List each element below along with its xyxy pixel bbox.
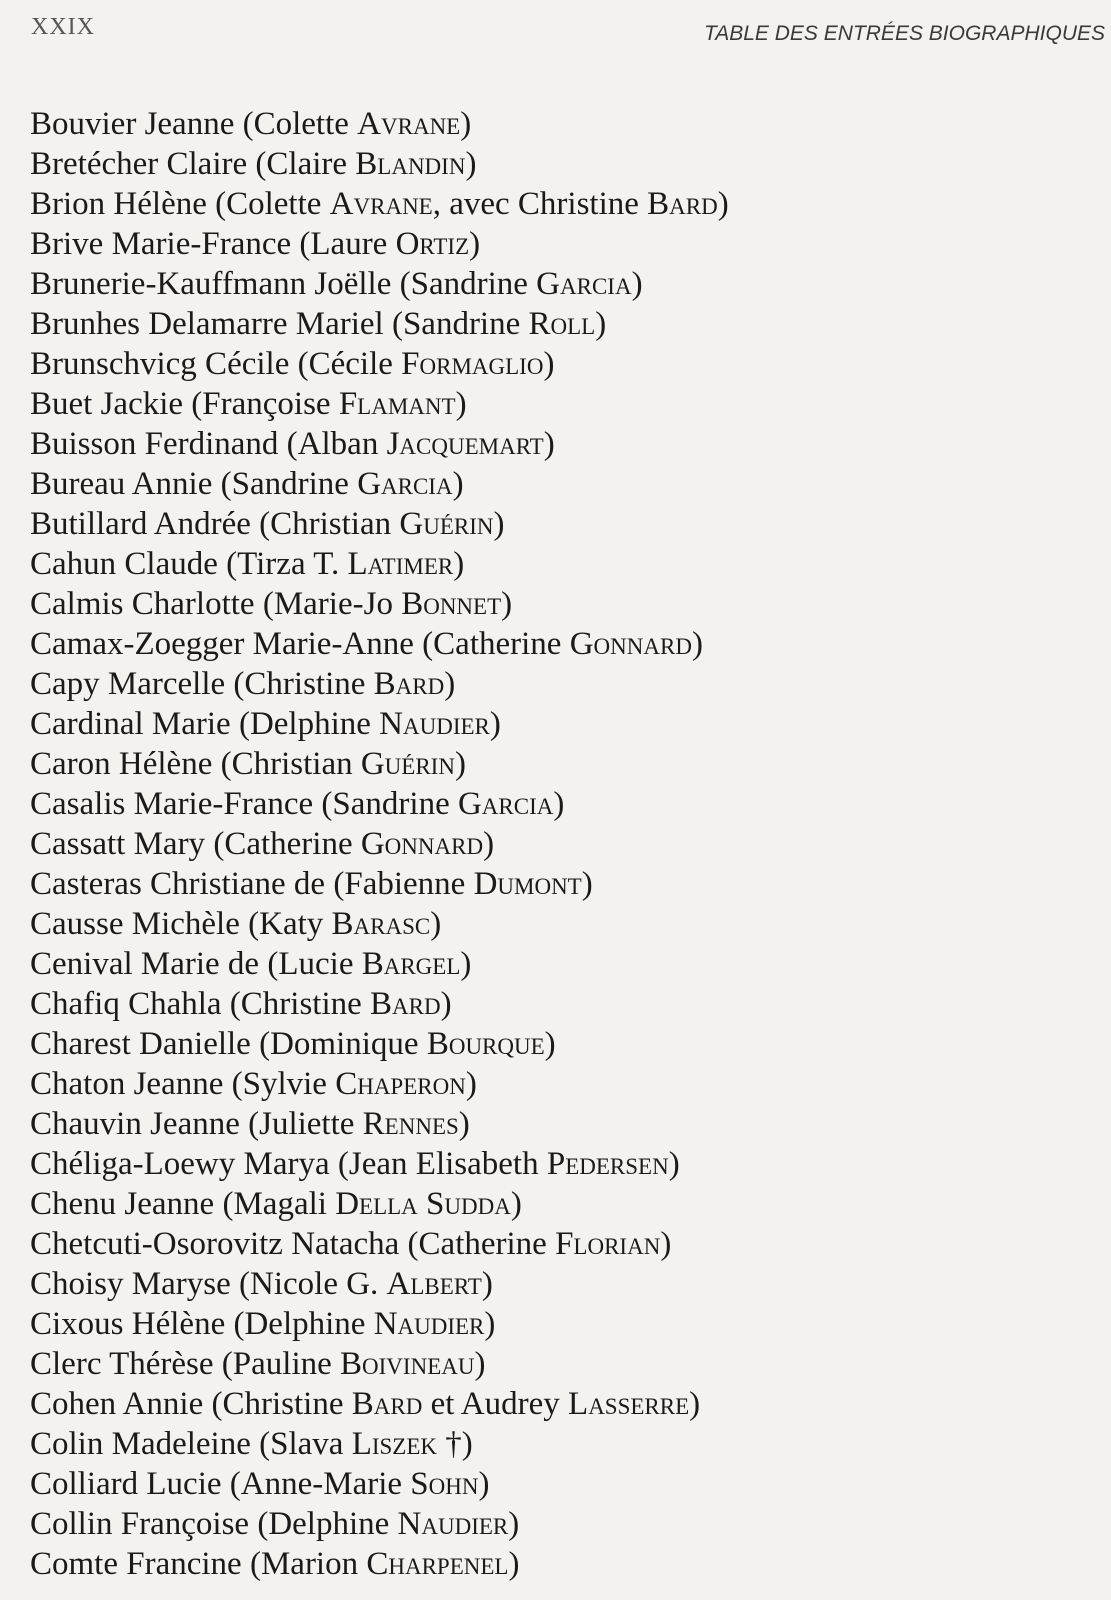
entry-author-family-name: Garcia xyxy=(357,466,453,502)
entry-author-family-name: Chaperon xyxy=(335,1066,466,1102)
entry-subject: Butillard Andrée xyxy=(30,506,251,542)
list-item: Bretécher Claire (Claire Blandin) xyxy=(30,146,477,182)
list-item: Caron Hélène (Christian Guérin) xyxy=(30,746,466,782)
list-item: Butillard Andrée (Christian Guérin) xyxy=(30,506,505,542)
entry-author-given-name: Fabienne xyxy=(344,866,466,902)
entry-author-given-name: Françoise xyxy=(202,386,331,422)
entry-author-given-name: Christian xyxy=(270,506,392,542)
entry-author-given-name: Sandrine xyxy=(332,786,450,822)
list-item: Cohen Annie (Christine Bard et Audrey Lasserre) xyxy=(30,1386,701,1422)
entry-subject: Brunhes Delamarre Mariel xyxy=(30,306,384,342)
entry-author-given-name: Anne-Marie xyxy=(240,1466,403,1502)
entry-author-family-name: Guérin xyxy=(399,506,494,542)
entry-author-family-name: Formaglio xyxy=(401,346,544,382)
list-item: Chauvin Jeanne (Juliette Rennes) xyxy=(30,1106,470,1142)
entry-author-family-name: Bonnet xyxy=(401,586,502,622)
entry-subject: Cassatt Mary xyxy=(30,826,206,862)
entry-author-family-name: Rennes xyxy=(362,1106,459,1142)
entry-author-given-name: Pauline xyxy=(232,1346,332,1382)
list-item: Chaton Jeanne (Sylvie Chaperon) xyxy=(30,1066,477,1102)
entry-author-family-name: Blandin xyxy=(355,146,466,182)
entry-author-family-name: Latimer xyxy=(347,546,454,582)
entry-subject: Brunschvicg Cécile xyxy=(30,346,290,382)
list-item: Charest Danielle (Dominique Bourque) xyxy=(30,1026,556,1062)
entry-author-family-name: Sohn xyxy=(410,1466,479,1502)
entry-author-given-name: Colette xyxy=(226,186,322,222)
entry-subject: Chafiq Chahla xyxy=(30,986,222,1022)
entry-author-given-name: Sylvie xyxy=(242,1066,327,1102)
entry-subject: Calmis Charlotte xyxy=(30,586,255,622)
entry-subject: Brive Marie-France xyxy=(30,226,292,262)
list-item: Comte Francine (Marion Charpenel) xyxy=(30,1546,520,1582)
list-item: Capy Marcelle (Christine Bard) xyxy=(30,666,456,702)
entry-author-given-name: Claire xyxy=(266,146,348,182)
entry-author-family-name: Boivineau xyxy=(340,1346,475,1382)
entry-author-family-name: Pedersen xyxy=(546,1146,669,1182)
entry-subject: Collin Françoise xyxy=(30,1506,250,1542)
list-item: Camax-Zoegger Marie-Anne (Catherine Gonnard) xyxy=(30,626,703,662)
entry-subject: Causse Michèle xyxy=(30,906,240,942)
list-item: Cixous Hélène (Delphine Naudier) xyxy=(30,1306,496,1342)
entry-author-given-name: Christian xyxy=(231,746,353,782)
list-item: Chafiq Chahla (Christine Bard) xyxy=(30,986,452,1022)
entry-subject: Chéliga-Loewy Marya xyxy=(30,1146,330,1182)
entry-author-given-name: Dominique xyxy=(270,1026,419,1062)
entry-author-family-name: Avrane xyxy=(329,186,433,222)
list-item: Brunerie-Kauffmann Joëlle (Sandrine Garcia) xyxy=(30,266,643,302)
entry-author-given-name: Sandrine xyxy=(231,466,349,502)
biographical-entries-list xyxy=(30,104,1100,1584)
entry-author-family-name: Della Sudda xyxy=(335,1186,511,1222)
entry-author-family-name: Liszek † xyxy=(351,1426,462,1462)
entry-subject: Casalis Marie-France xyxy=(30,786,314,822)
entry-author-given-name: Nicole G. xyxy=(250,1266,379,1302)
entry-author-family-name: Roll xyxy=(528,306,596,342)
entry-author-given-name: Slava xyxy=(270,1426,344,1462)
list-item: Brunhes Delamarre Mariel (Sandrine Roll) xyxy=(30,306,607,342)
entry-author-given-name: Juliette xyxy=(259,1106,355,1142)
entry-author-given-name: Alban xyxy=(297,426,379,462)
entry-author-given-name: Marie-Jo xyxy=(273,586,393,622)
entry-author-family-name: Gonnard xyxy=(360,826,484,862)
entry-subject: Comte Francine xyxy=(30,1546,242,1582)
entry-author-given-name: Catherine xyxy=(418,1226,547,1262)
list-item: Chéliga-Loewy Marya (Jean Elisabeth Pedersen) xyxy=(30,1146,680,1182)
entry-subject: Buet Jackie xyxy=(30,386,184,422)
entry-author-family-name: Florian xyxy=(555,1226,661,1262)
entry-author-given-name: Delphine xyxy=(244,1306,366,1342)
entry-author-family-name: Albert xyxy=(386,1266,482,1302)
entry-subject: Caron Hélène xyxy=(30,746,213,782)
list-item: Buet Jackie (Françoise Flamant) xyxy=(30,386,467,422)
entry-subject: Casteras Christiane de xyxy=(30,866,326,902)
list-item: Calmis Charlotte (Marie-Jo Bonnet) xyxy=(30,586,513,622)
entry-subject: Brion Hélène xyxy=(30,186,207,222)
entry-author-family-name: Bard xyxy=(370,986,441,1022)
entry-author-given-name: Laure xyxy=(310,226,388,262)
list-item: Cardinal Marie (Delphine Naudier) xyxy=(30,706,501,742)
list-item: Bouvier Jeanne (Colette Avrane) xyxy=(30,106,472,142)
list-item: Clerc Thérèse (Pauline Boivineau) xyxy=(30,1346,486,1382)
list-item: Brion Hélène (Colette Avrane, avec Christine Bard) xyxy=(30,186,729,222)
list-item: Brunschvicg Cécile (Cécile Formaglio) xyxy=(30,346,555,382)
entry-author-family-name: Naudier xyxy=(373,1306,485,1342)
entry-subject: Chetcuti-Osorovitz Natacha xyxy=(30,1226,400,1262)
entry-author-given-name: Christine xyxy=(244,666,366,702)
entry-subject: Chauvin Jeanne xyxy=(30,1106,240,1142)
list-item: Buisson Ferdinand (Alban Jacquemart) xyxy=(30,426,555,462)
entry-subject: Bureau Annie xyxy=(30,466,213,502)
entry-author-family-name: Dumont xyxy=(473,866,582,902)
entry-author-given-name: Christine xyxy=(222,1386,344,1422)
entry-author-family-name: Ortiz xyxy=(395,226,470,262)
entry-subject: Cahun Claude xyxy=(30,546,218,582)
entry-author-given-name: Delphine xyxy=(268,1506,390,1542)
entry-author-family-name: Guérin xyxy=(360,746,455,782)
entry-author-family-name: Garcia xyxy=(536,266,632,302)
entry-author-given-name: Jean Elisabeth xyxy=(348,1146,539,1182)
entry-author-given-name: Sandrine xyxy=(410,266,528,302)
list-item: Casteras Christiane de (Fabienne Dumont) xyxy=(30,866,593,902)
entry-author-family-name: Charpenel xyxy=(366,1546,509,1582)
entry-author-given-name: Catherine xyxy=(224,826,353,862)
entry-subject: Brunerie-Kauffmann Joëlle xyxy=(30,266,392,302)
list-item: Cahun Claude (Tirza T. Latimer) xyxy=(30,546,465,582)
entry-subject: Camax-Zoegger Marie-Anne xyxy=(30,626,414,662)
entry-subject: Chaton Jeanne xyxy=(30,1066,224,1102)
page-number: XXIX xyxy=(31,14,95,40)
entry-co-author: , avec Christine Bard xyxy=(432,186,718,222)
list-item: Brive Marie-France (Laure Ortiz) xyxy=(30,226,481,262)
entry-subject: Choisy Maryse xyxy=(30,1266,231,1302)
entry-subject: Bretécher Claire xyxy=(30,146,248,182)
entry-author-family-name: Bard xyxy=(373,666,445,702)
entry-subject: Cenival Marie de xyxy=(30,946,260,982)
entry-author-given-name: Delphine xyxy=(249,706,371,742)
entry-author-given-name: Sandrine xyxy=(402,306,521,342)
entry-author-family-name: Bargel xyxy=(361,946,461,982)
entry-author-family-name: Naudier xyxy=(379,706,490,742)
list-item: Bureau Annie (Sandrine Garcia) xyxy=(30,466,464,502)
list-item: Cenival Marie de (Lucie Bargel) xyxy=(30,946,472,982)
entry-author-given-name: Magali xyxy=(233,1186,327,1222)
entry-author-family-name: Avrane xyxy=(357,106,461,142)
list-item: Cassatt Mary (Catherine Gonnard) xyxy=(30,826,495,862)
entry-author-family-name: Gonnard xyxy=(569,626,692,662)
entry-subject: Cohen Annie xyxy=(30,1386,204,1422)
entry-subject: Bouvier Jeanne xyxy=(30,106,235,142)
running-title: TABLE DES ENTRÉES BIOGRAPHIQUES xyxy=(703,22,1105,45)
entry-subject: Colliard Lucie xyxy=(30,1466,222,1502)
entry-subject: Colin Madeleine xyxy=(30,1426,251,1462)
list-item: Collin Françoise (Delphine Naudier) xyxy=(30,1506,520,1542)
entry-author-given-name: Marion xyxy=(260,1546,359,1582)
list-item: Causse Michèle (Katy Barasc) xyxy=(30,906,442,942)
list-item: Colin Madeleine (Slava Liszek †) xyxy=(30,1426,473,1462)
page-header xyxy=(0,0,1111,60)
entry-author-given-name: Katy xyxy=(259,906,324,942)
entry-subject: Buisson Ferdinand xyxy=(30,426,279,462)
entry-co-author: et Audrey Lasserre xyxy=(422,1386,690,1422)
entry-author-given-name: Lucie xyxy=(278,946,354,982)
entry-subject: Charest Danielle xyxy=(30,1026,251,1062)
entry-author-given-name: Tirza T. xyxy=(237,546,340,582)
list-item: Chetcuti-Osorovitz Natacha (Catherine Florian) xyxy=(30,1226,672,1262)
entry-author-family-name: Bourque xyxy=(426,1026,545,1062)
entry-author-family-name: Flamant xyxy=(338,386,456,422)
list-item: Colliard Lucie (Anne-Marie Sohn) xyxy=(30,1466,490,1502)
entry-author-given-name: Cécile xyxy=(308,346,393,382)
list-item: Chenu Jeanne (Magali Della Sudda) xyxy=(30,1186,522,1222)
entry-subject: Capy Marcelle xyxy=(30,666,226,702)
entry-subject: Clerc Thérèse xyxy=(30,1346,214,1382)
entry-author-given-name: Christine xyxy=(240,986,362,1022)
entry-author-family-name: Barasc xyxy=(331,906,431,942)
entry-subject: Cixous Hélène xyxy=(30,1306,226,1342)
entry-author-family-name: Bard xyxy=(351,1386,423,1422)
list-item: Casalis Marie-France (Sandrine Garcia) xyxy=(30,786,565,822)
entry-subject: Cardinal Marie xyxy=(30,706,231,742)
entry-subject: Chenu Jeanne xyxy=(30,1186,215,1222)
entry-author-given-name: Colette xyxy=(253,106,349,142)
entry-author-given-name: Catherine xyxy=(433,626,562,662)
list-item: Choisy Maryse (Nicole G. Albert) xyxy=(30,1266,493,1302)
entry-author-family-name: Jacquemart xyxy=(386,426,544,462)
entry-author-family-name: Naudier xyxy=(397,1506,509,1542)
entry-author-family-name: Garcia xyxy=(457,786,554,822)
